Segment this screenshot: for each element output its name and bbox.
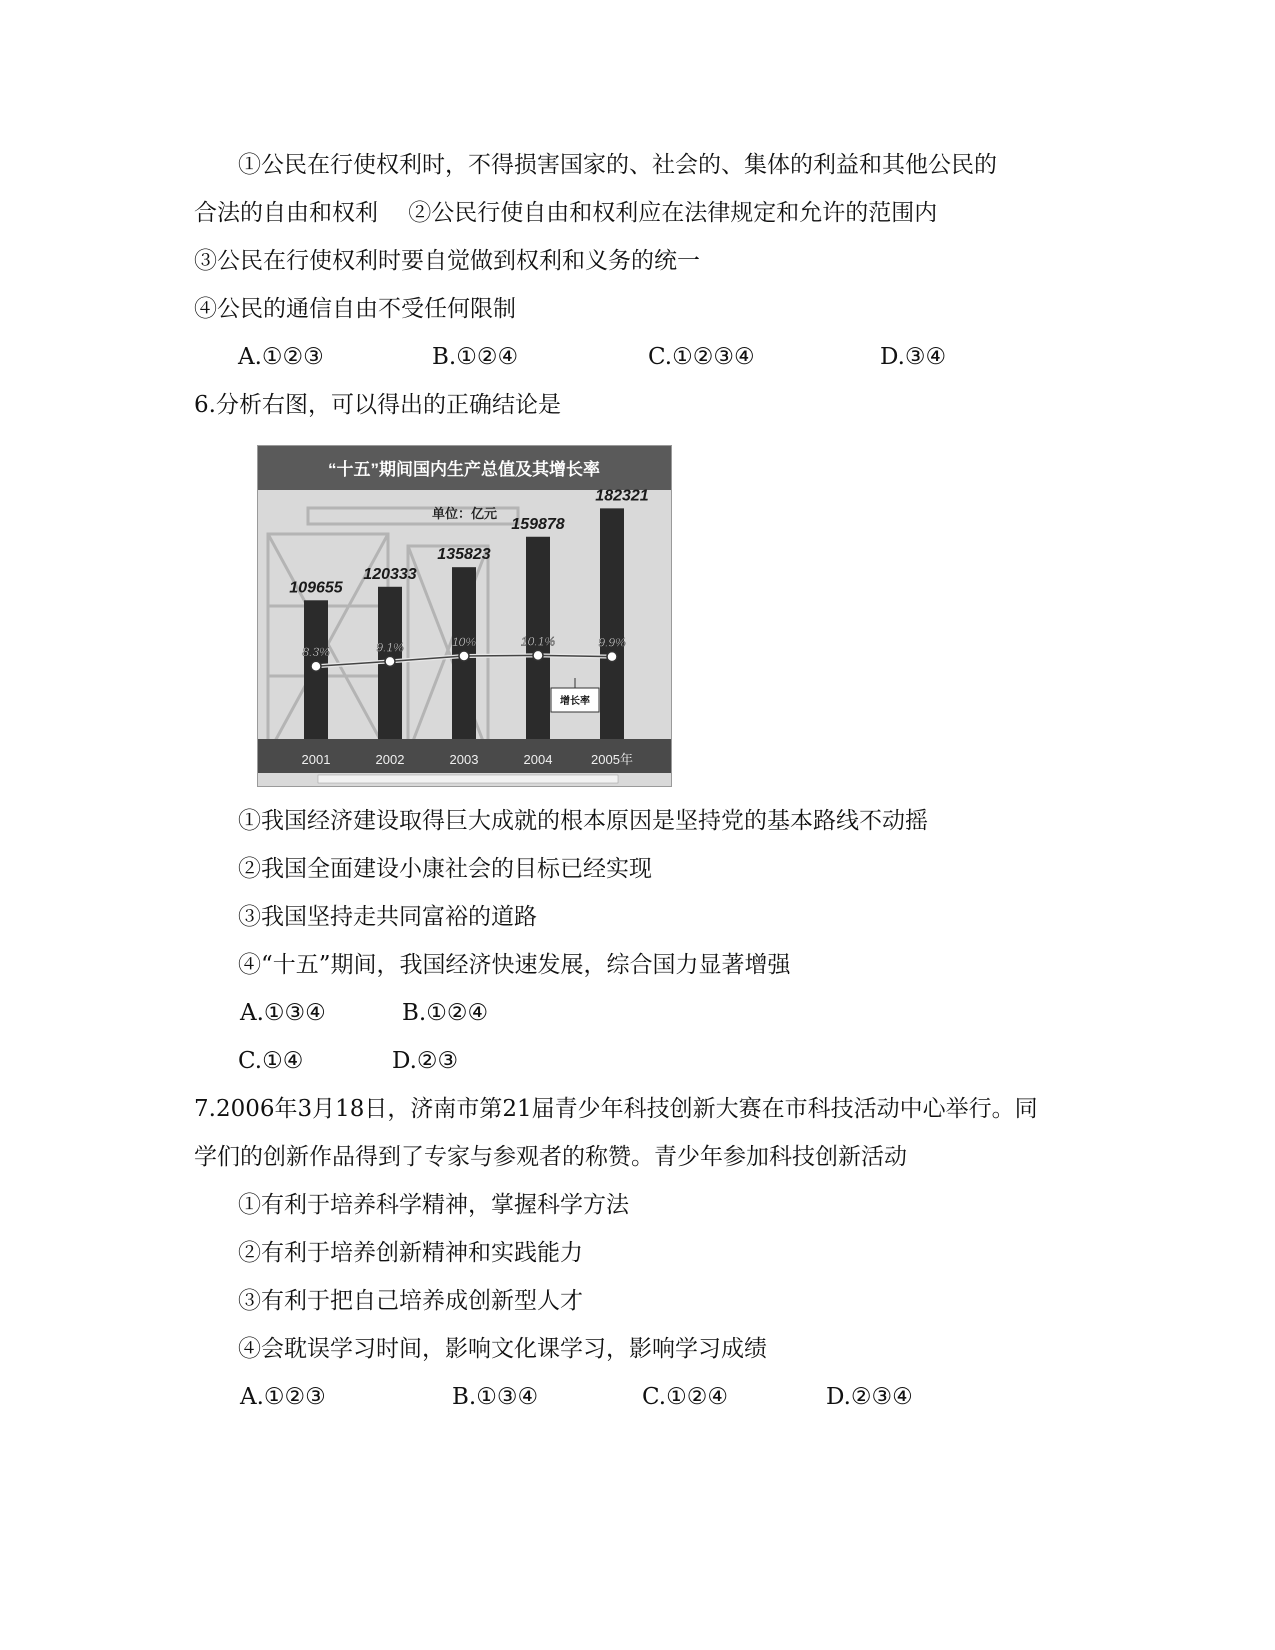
q5-option-d: D.③④ bbox=[880, 344, 947, 370]
q5-statement-4: ④公民的通信自由不受任何限制 bbox=[194, 296, 516, 322]
q6-statement-4: ④“十五”期间，我国经济快速发展，综合国力显著增强 bbox=[238, 952, 791, 978]
gdp-chart bbox=[258, 446, 671, 786]
q6-option-b: B.①②④ bbox=[402, 1000, 489, 1026]
growth-point-2002 bbox=[385, 656, 395, 666]
chart-footer-strip bbox=[318, 775, 618, 783]
legend-label: 增长率 bbox=[560, 696, 590, 707]
growth-rate-label: 9.1% bbox=[376, 640, 404, 655]
q7-statement-4: ④会耽误学习时间，影响文化课学习，影响学习成绩 bbox=[238, 1336, 767, 1362]
q7-stem-line-1: 7.2006年3月18日，济南市第21届青少年科技创新大赛在市科技活动中心举行。同 bbox=[194, 1096, 1038, 1122]
q7-statement-1: ①有利于培养科学精神，掌握科学方法 bbox=[238, 1192, 629, 1218]
x-tick-label: 2001 bbox=[301, 752, 331, 767]
growth-point-2001 bbox=[311, 661, 321, 671]
growth-rate-label: 10.1% bbox=[520, 634, 556, 649]
growth-point-2004 bbox=[533, 650, 543, 660]
q7-option-d: D.②③④ bbox=[826, 1384, 913, 1410]
chart-unit-label: 单位：亿元 bbox=[432, 506, 498, 521]
q6-option-c: C.①④ bbox=[238, 1048, 304, 1074]
q7-option-b: B.①③④ bbox=[452, 1384, 539, 1410]
q5-statement-1: ①公民在行使权利时，不得损害国家的、社会的、集体的利益和其他公民的 bbox=[238, 152, 997, 178]
growth-rate-label: 8.3% bbox=[302, 645, 330, 660]
q7-statement-3: ③有利于把自己培养成创新型人才 bbox=[238, 1288, 583, 1314]
q7-stem-line-2: 学们的创新作品得到了专家与参观者的称赞。青少年参加科技创新活动 bbox=[194, 1144, 907, 1170]
x-tick-label: 2005年 bbox=[591, 752, 633, 767]
q5-option-c: C.①②③④ bbox=[648, 344, 755, 370]
gdp-value-label: 135823 bbox=[437, 546, 491, 564]
gdp-value-label: 159878 bbox=[511, 515, 565, 533]
q6-statement-1: ①我国经济建设取得巨大成就的根本原因是坚持党的基本路线不动摇 bbox=[238, 808, 928, 834]
q6-option-a: A.①③④ bbox=[240, 1000, 326, 1026]
growth-point-2005年 bbox=[607, 652, 617, 662]
gdp-value-label: 120333 bbox=[363, 565, 417, 583]
q5-statement-2: 合法的自由和权利 ②公民行使自由和权利应在法律规定和允许的范围内 bbox=[194, 200, 938, 226]
chart-title: “十五”期间国内生产总值及其增长率 bbox=[328, 460, 600, 479]
q7-option-c: C.①②④ bbox=[642, 1384, 728, 1410]
x-tick-label: 2003 bbox=[449, 752, 479, 767]
x-tick-label: 2004 bbox=[523, 752, 553, 767]
q5-statement-3: ③公民在行使权利时要自觉做到权利和义务的统一 bbox=[194, 248, 700, 274]
growth-rate-label: 9.9% bbox=[598, 635, 626, 650]
q7-statement-2: ②有利于培养创新精神和实践能力 bbox=[238, 1240, 583, 1266]
q6-statement-3: ③我国坚持走共同富裕的道路 bbox=[238, 904, 537, 930]
q6-statement-2: ②我国全面建设小康社会的目标已经实现 bbox=[238, 856, 652, 882]
q7-option-a: A.①②③ bbox=[240, 1384, 326, 1410]
gdp-bar-2005年 bbox=[600, 508, 624, 739]
q6-option-d: D.②③ bbox=[392, 1048, 459, 1074]
x-tick-label: 2002 bbox=[375, 752, 405, 767]
gdp-value-label: 182321 bbox=[595, 487, 649, 505]
gdp-value-label: 109655 bbox=[289, 579, 343, 597]
q5-option-b: B.①②④ bbox=[432, 344, 519, 370]
gdp-chart-figure bbox=[257, 445, 672, 787]
growth-rate-label: 10% bbox=[451, 635, 477, 649]
q6-stem: 6.分析右图，可以得出的正确结论是 bbox=[194, 392, 561, 418]
growth-point-2003 bbox=[459, 651, 469, 661]
q5-option-a: A.①②③ bbox=[238, 344, 324, 370]
